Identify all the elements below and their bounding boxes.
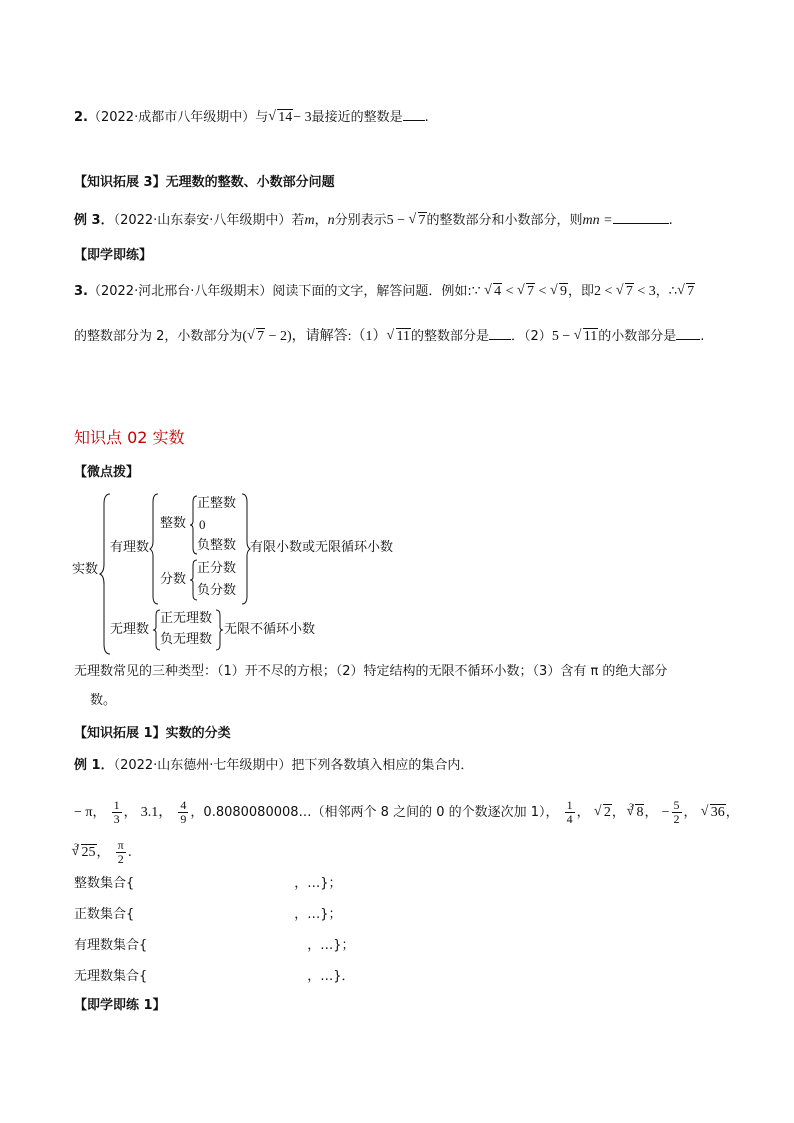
practice-1-heading: 【即学即练 1】: [74, 998, 166, 1013]
answer-blank[interactable]: [613, 209, 669, 224]
question-3: 3.（2022·河北邢台·八年级期末）阅读下面的文字，解答问题．例如:∵ √ 4 < √ 7 < √ 9，即2 < √ 7 < 3，∴√ 7: [74, 282, 695, 302]
tree-positive-integer: 正整数: [197, 496, 237, 511]
example-3: 例 3．（2022·山东泰安·八年级期中）若m，n分别表示5 − √ 7的整数部分和小数部分，则mn = .: [74, 209, 673, 231]
math-inequality: ∵ √ 4 < √ 7 < √ 9: [472, 284, 568, 299]
tree-positive-irrational: 正无理数: [160, 611, 213, 626]
question-source: （2022·成都市八年级期中）与: [87, 110, 269, 125]
section-heading: 知识点 02 实数: [74, 428, 185, 447]
answer-blank-1[interactable]: [489, 325, 511, 340]
brace-icon: [215, 610, 223, 650]
tree-rational: 有理数: [110, 540, 150, 555]
set-integers: 整数集合{ ，…}；: [74, 876, 342, 891]
tree-irrational-description: 无限不循环小数: [224, 622, 316, 637]
tree-positive-fraction: 正分数: [197, 561, 237, 576]
tree-negative-irrational: 负无理数: [160, 632, 213, 647]
brace-icon: [150, 494, 160, 604]
question-2: 2.（2022·成都市八年级期中）与√ 14− 3最接近的整数是 .: [74, 106, 429, 128]
tip-heading: 【微点拨】: [74, 465, 140, 480]
irrational-types: 无理数常见的三种类型：（1）开不尽的方根；（2）特定结构的无限不循环小数；（3）含有 π 的绝大部分: [74, 664, 668, 679]
math-expression: √ 14− 3: [268, 110, 311, 125]
answer-blank[interactable]: [403, 106, 425, 121]
extension-3-heading: 【知识拓展 3】无理数的整数、小数部分问题: [74, 175, 335, 190]
question-3-continued: 的整数部分为 2，小数部分为(√ 7 − 2)，请解答:（1）√ 11的整数部分是 ．（2）5 − √ 11的小数部分是 .: [74, 325, 704, 347]
tree-integer: 整数: [160, 516, 187, 531]
answer-blank-2[interactable]: [676, 325, 700, 340]
tree-zero: 0: [199, 517, 206, 532]
irrational-types-continued: 数。: [90, 693, 117, 708]
set-irrationals: 无理数集合{ ，…}．: [74, 969, 355, 984]
math-expression: 5 − √ 7: [387, 213, 427, 228]
question-number: 3.: [74, 284, 88, 299]
tree-negative-fraction: 负分数: [197, 583, 237, 598]
tree-fraction: 分数: [160, 572, 187, 587]
example-label: 例 1．: [74, 758, 114, 773]
number-list-continued: $^3$√ 25， $\frac{\pi}{2}$ .: [74, 832, 132, 868]
example-1: 例 1．（2022·山东德州·七年级期中）把下列各数填入相应的集合内．: [74, 758, 474, 773]
question-text: 最接近的整数是: [311, 110, 403, 125]
tree-rational-description: 有限小数或无限循环小数: [250, 540, 394, 555]
tree-root: 实数: [72, 562, 99, 577]
extension-1-heading: 【知识拓展 1】实数的分类: [74, 726, 231, 741]
number-list: − π， $\frac{1}{3}$ ， 3.1， $\frac{4}{9}$ ，0.8080080008…（相邻两个 8 之间的 0 的个数逐次加 1）， $\frac{1}{4}$ ， √ 2， $^3$√ 8， − $\frac{5}{2}$ ， √ 36，: [74, 792, 739, 828]
question-number: 2.: [74, 110, 88, 125]
set-rationals: 有理数集合{ ，…}；: [74, 938, 355, 953]
example-label: 例 3．: [74, 213, 114, 228]
tree-irrational: 无理数: [110, 622, 150, 637]
brace-icon: [240, 494, 250, 604]
tree-negative-integer: 负整数: [197, 538, 237, 553]
practice-heading: 【即学即练】: [74, 248, 153, 263]
set-positives: 正数集合{ ，…}；: [74, 907, 342, 922]
